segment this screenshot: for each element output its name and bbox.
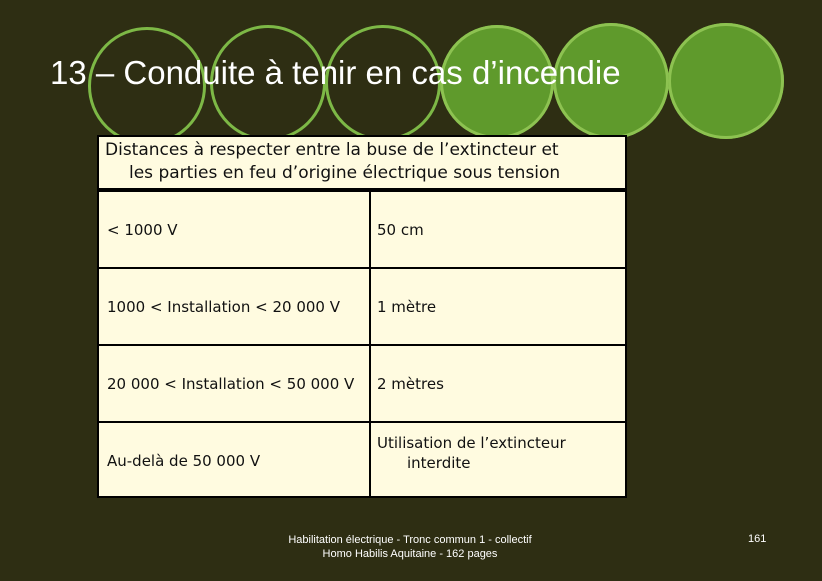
distance-line1: Utilisation de l’extincteur (377, 434, 566, 452)
tension-cell: 1000 < Installation < 20 000 V (107, 297, 340, 316)
distance-table (97, 190, 627, 498)
tension-cell: < 1000 V (107, 220, 178, 239)
decor-circle-filled-3 (668, 23, 784, 139)
table-row (99, 192, 625, 267)
table-header-line1: Distances à respecter entre la buse de l’extincteur et (105, 140, 559, 160)
distance-cell: 2 mètres (377, 375, 444, 393)
slide-footer (260, 533, 560, 561)
page-number: 161 (748, 533, 767, 545)
tension-cell: Au-delà de 50 000 V (107, 451, 261, 470)
slide-title: 13 – Conduite à tenir en cas d’incendie (50, 54, 621, 91)
distance-cell: 50 cm (377, 220, 424, 239)
distance-cell (377, 423, 623, 498)
footer-line1: Habilitation électrique - Tronc commun 1 - collectif (288, 534, 532, 546)
distance-cell: 1 mètre (377, 297, 437, 316)
table-header (97, 135, 627, 190)
table-row (99, 421, 625, 498)
distance-line2: interdite (407, 454, 471, 472)
tension-cell: 20 000 < Installation < 50 000 V (107, 375, 355, 393)
table-header-line2: les parties en feu d’origine électrique sous tension (129, 163, 561, 183)
table-row (99, 344, 625, 422)
footer-line2: Homo Habilis Aquitaine - 162 pages (322, 548, 498, 560)
table-row (99, 267, 625, 344)
